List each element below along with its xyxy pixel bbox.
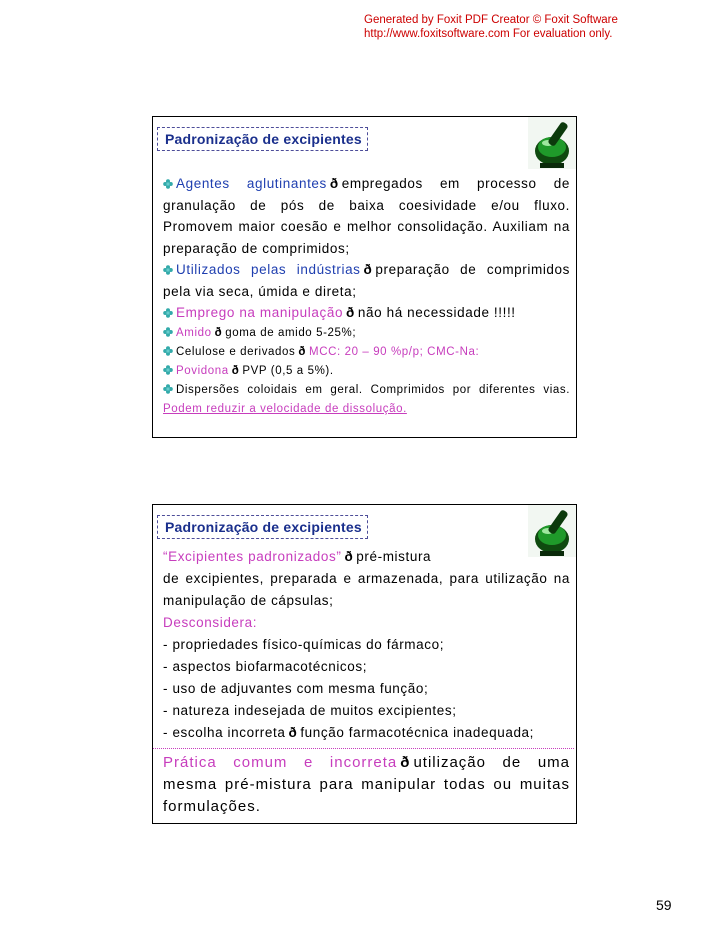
text-manipulacao: não há necessidade !!!!! bbox=[357, 305, 516, 320]
text-aglutinantes: empregados em processo de granulação de pós de baixa coesividade e/ou fluxo. Promovem maior coesão e melhor consolidação. Auxiliam na preparação de comprimidos; bbox=[163, 176, 570, 256]
quote-line bbox=[163, 546, 570, 568]
item-last bbox=[163, 722, 570, 744]
bullet-manipulacao bbox=[163, 302, 570, 324]
watermark-line-2: http://www.foxitsoftware.com For evaluation only. bbox=[364, 28, 613, 40]
bullet-industrias bbox=[163, 259, 570, 302]
text-industrias: preparação de comprimidos pela via seca, úmida e direta; bbox=[163, 262, 570, 299]
arrow-icon: ð bbox=[231, 364, 240, 377]
text-povidona: PVP (0,5 a 5%). bbox=[242, 364, 334, 377]
label-povidona: Povidona bbox=[176, 364, 229, 377]
bullet-povidona bbox=[163, 362, 570, 381]
practice-note bbox=[163, 752, 570, 818]
item-last-a: - escolha incorreta bbox=[163, 725, 286, 740]
slide-2 bbox=[152, 504, 577, 824]
flower-bullet-icon bbox=[163, 325, 173, 335]
label-manipulacao: Emprego na manipulação bbox=[176, 305, 344, 320]
dissolution-note: Podem reduzir a velocidade de dissolução. bbox=[163, 402, 407, 415]
arrow-icon: ð bbox=[400, 754, 411, 771]
quote-label: “Excipientes padronizados” bbox=[163, 549, 342, 564]
flower-bullet-icon bbox=[163, 174, 173, 184]
foxit-watermark bbox=[364, 13, 618, 41]
text-celulose: MCC: 20 – 90 %p/p; CMC-Na: bbox=[309, 345, 480, 358]
bullet-aglutinantes bbox=[163, 173, 570, 259]
text-dispersoes: Dispersões coloidais em geral. Comprimidos por diferentes vias. bbox=[176, 383, 570, 396]
practice-text: utilização de uma mesma pré-mistura para manipular todas ou muitas formulações. bbox=[163, 754, 570, 815]
practice-label: Prática comum e incorreta bbox=[163, 754, 398, 771]
bullet-celulose bbox=[163, 343, 570, 362]
item-3: - natureza indesejada de muitos excipientes; bbox=[163, 703, 457, 718]
arrow-icon: ð bbox=[363, 262, 373, 277]
arrow-icon: ð bbox=[288, 725, 298, 740]
item-2: - uso de adjuvantes com mesma função; bbox=[163, 681, 429, 696]
item-last-b: função farmacotécnica inadequada; bbox=[300, 725, 535, 740]
quote-text-2: de excipientes, preparada e armazenada, para utilização na manipulação de cápsulas; bbox=[163, 571, 570, 608]
mortar-pestle-logo bbox=[528, 117, 576, 169]
bullet-amido bbox=[163, 324, 570, 343]
slide-1-body bbox=[163, 173, 570, 419]
label-amido: Amido bbox=[176, 326, 212, 339]
flower-bullet-icon bbox=[163, 382, 173, 392]
slide-1 bbox=[152, 116, 577, 438]
dotted-separator bbox=[153, 748, 574, 749]
page-number: 59 bbox=[656, 897, 672, 913]
slide-2-body bbox=[163, 546, 570, 818]
arrow-icon: ð bbox=[214, 326, 223, 339]
item-1: - aspectos biofarmacotécnicos; bbox=[163, 659, 368, 674]
arrow-icon: ð bbox=[346, 305, 355, 320]
slide-2-title: Padronização de excipientes bbox=[157, 515, 368, 539]
label-industrias: Utilizados pelas indústrias bbox=[176, 262, 361, 277]
flower-bullet-icon bbox=[163, 303, 173, 313]
label-aglutinantes: Agentes aglutinantes bbox=[176, 176, 327, 191]
arrow-icon: ð bbox=[344, 549, 354, 564]
disregards-label: Desconsidera: bbox=[163, 615, 258, 630]
label-celulose: Celulose e derivados bbox=[176, 345, 296, 358]
arrow-icon: ð bbox=[329, 176, 339, 191]
flower-bullet-icon bbox=[163, 260, 173, 270]
arrow-icon: ð bbox=[298, 345, 307, 358]
quote-text-1: pré-mistura bbox=[356, 549, 432, 564]
watermark-line-1: Generated by Foxit PDF Creator © Foxit Software bbox=[364, 14, 618, 26]
item-0: - propriedades físico-químicas do fármaco; bbox=[163, 637, 445, 652]
bullet-dispersoes bbox=[163, 381, 570, 419]
slide-1-title: Padronização de excipientes bbox=[157, 127, 368, 151]
flower-bullet-icon bbox=[163, 344, 173, 354]
flower-bullet-icon bbox=[163, 363, 173, 373]
text-amido: goma de amido 5-25%; bbox=[225, 326, 357, 339]
